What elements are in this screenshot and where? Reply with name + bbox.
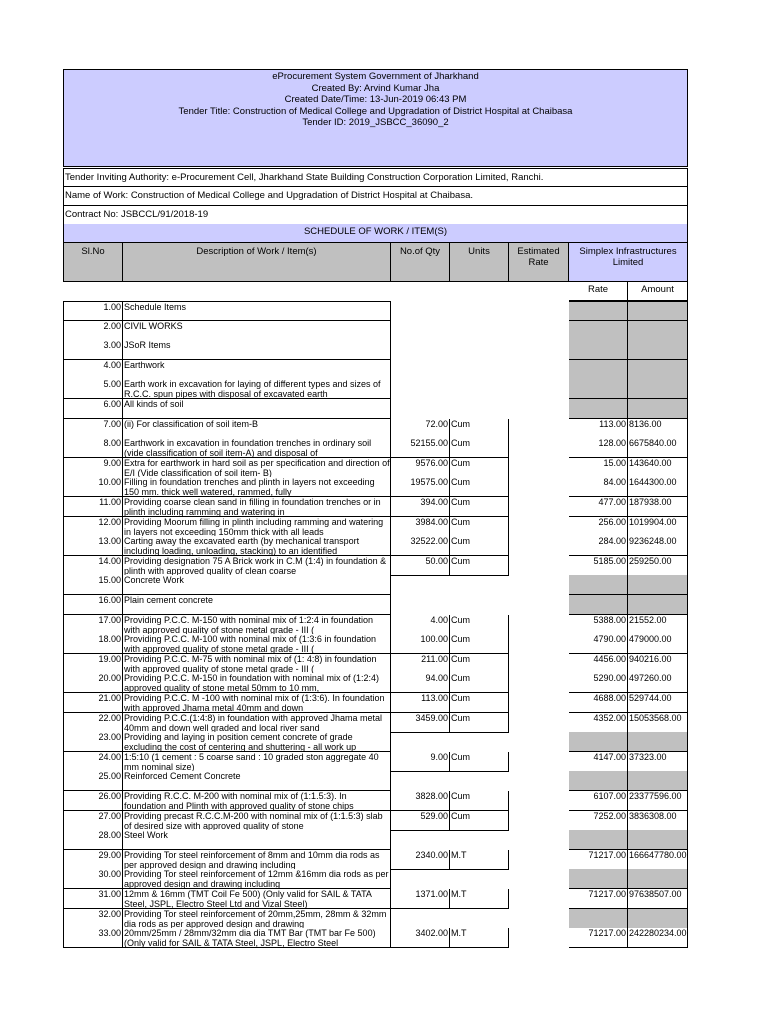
- cell-description: JSoR Items: [123, 340, 391, 360]
- cell-rate: [569, 301, 628, 321]
- cell-unit: M.T: [450, 928, 509, 948]
- cell-rate: 71217.00: [569, 850, 628, 870]
- cell-slno: 30.00: [63, 869, 123, 889]
- column-header-slno: Sl.No: [63, 242, 123, 282]
- cell-rate: 5388.00: [569, 615, 628, 635]
- cell-amount: 8136.00: [628, 419, 688, 439]
- cell-slno: 12.00: [63, 517, 123, 537]
- cell-slno: 18.00: [63, 634, 123, 654]
- cell-description: Providing P.C.C. M -100 with nominal mix of (1:3:6). In foundation with approved Jhama metal 40mm and down: [123, 693, 391, 713]
- cell-qty: 529.00: [391, 811, 450, 831]
- cell-qty: 211.00: [391, 654, 450, 674]
- name-of-work: Name of Work: Construction of Medical College and Upgradation of District Hospital at Chaibasa.: [63, 187, 688, 206]
- cell-rate: 6107.00: [569, 791, 628, 811]
- column-header-qty: No.of Qty: [391, 242, 450, 282]
- cell-rate: 71217.00: [569, 889, 628, 909]
- cell-rate: [569, 399, 628, 419]
- cell-amount: 1019904.00: [628, 517, 688, 537]
- cell-amount: 187938.00: [628, 497, 688, 517]
- cell-rate: [569, 909, 628, 929]
- cell-description: Providing Tor steel reinforcement of 12mm &16mm dia rods as per approved design and drawing including: [123, 869, 391, 889]
- cell-amount: [628, 360, 688, 380]
- cell-slno: 4.00: [63, 360, 123, 380]
- cell-rate: [569, 595, 628, 615]
- cell-slno: 24.00: [63, 752, 123, 772]
- cell-unit: Cum: [450, 556, 509, 576]
- cell-description: Concrete Work: [123, 575, 391, 595]
- header-line-tender-title: Tender Title: Construction of Medical College and Upgradation of District Hospital at Chaibasa: [178, 105, 573, 117]
- cell-rate: 71217.00: [569, 928, 628, 948]
- cell-qty: 52155.00: [391, 438, 450, 458]
- cell-description: 12mm & 16mm (TMT Coil Fe 500) (Only valid for SAIL & TATA Steel, JSPL, Electro Steel Ltd and Vizal Steel): [123, 889, 391, 909]
- header-line-system: eProcurement System Government of Jharkhand: [272, 71, 479, 82]
- cell-slno: 31.00: [63, 889, 123, 909]
- cell-description: 1:5:10 (1 cement : 5 coarse sand : 10 graded ston aggregate 40 mm nominal size): [123, 752, 391, 772]
- cell-unit: Cum: [450, 536, 509, 556]
- cell-unit: Cum: [450, 713, 509, 733]
- cell-amount: 37323.00: [628, 752, 688, 772]
- document-header: [63, 69, 688, 167]
- cell-amount: [628, 301, 688, 321]
- cell-amount: 3836308.00: [628, 811, 688, 831]
- cell-amount: [628, 771, 688, 791]
- cell-slno: 19.00: [63, 654, 123, 674]
- cell-description: Providing precast R.C.C.M-200 with nominal mix of (1:1.5:3) slab of desired size with approved quality of stone: [123, 811, 391, 831]
- cell-rate: 15.00: [569, 458, 628, 478]
- cell-slno: 29.00: [63, 850, 123, 870]
- cell-rate: 113.00: [569, 419, 628, 439]
- cell-qty: 4.00: [391, 615, 450, 635]
- cell-rate: 4147.00: [569, 752, 628, 772]
- cell-amount: [628, 732, 688, 752]
- cell-amount: 242280234.00: [628, 928, 688, 948]
- cell-slno: 33.00: [63, 928, 123, 948]
- cell-unit: M.T: [450, 850, 509, 870]
- cell-slno: 7.00: [63, 419, 123, 439]
- cell-rate: [569, 771, 628, 791]
- column-header-description: Description of Work / Item(s): [123, 242, 391, 282]
- cell-rate: [569, 379, 628, 399]
- cell-slno: 25.00: [63, 771, 123, 791]
- cell-description: Providing and laying in position cement concrete of grade excluding the cost of centering and shuttering - all work up: [123, 732, 391, 752]
- cell-amount: [628, 595, 688, 615]
- cell-rate: 4352.00: [569, 713, 628, 733]
- cell-description: Providing P.C.C. M-150 with nominal mix of 1:2:4 in foundation with approved quality of stone metal grade - III (: [123, 615, 391, 635]
- cell-amount: 479000.00: [628, 634, 688, 654]
- contract-number: Contract No: JSBCCL/91/2018-19: [63, 206, 688, 225]
- cell-amount: 259250.00: [628, 556, 688, 576]
- cell-description: Providing Moorum filling in plinth including ramming and watering in layers not exceeding 150mm thick with all leads: [123, 517, 391, 537]
- cell-amount: [628, 379, 688, 399]
- cell-description: Reinforced Cement Concrete: [123, 771, 391, 791]
- cell-rate: 7252.00: [569, 811, 628, 831]
- cell-description: Schedule Items: [123, 301, 391, 321]
- cell-slno: 2.00: [63, 321, 123, 341]
- cell-slno: 27.00: [63, 811, 123, 831]
- cell-amount: [628, 830, 688, 850]
- cell-rate: 4456.00: [569, 654, 628, 674]
- schedule-title: SCHEDULE OF WORK / ITEM(S): [63, 224, 688, 243]
- cell-amount: 9236248.00: [628, 536, 688, 556]
- cell-description: Earth work in excavation for laying of different types and sizes of R.C.C. spun pipes with disposal of excavated earth: [123, 379, 391, 399]
- cell-description: Earthwork in excavation in foundation trenches in ordinary soil (vide classification of soil item-A) and disposal of: [123, 438, 391, 458]
- cell-unit: Cum: [450, 752, 509, 772]
- cell-amount: 143640.00: [628, 458, 688, 478]
- cell-rate: 4790.00: [569, 634, 628, 654]
- cell-amount: 23377596.00: [628, 791, 688, 811]
- cell-slno: 26.00: [63, 791, 123, 811]
- cell-qty: 3984.00: [391, 517, 450, 537]
- cell-description: Providing coarse clean sand in filling in foundation trenches or in plinth including ramming and watering in: [123, 497, 391, 517]
- cell-description: Carting away the excavated earth (by mechanical transport including loading, unloading, stacking) to an identified: [123, 536, 391, 556]
- cell-rate: [569, 869, 628, 889]
- cell-amount: 15053568.00: [628, 713, 688, 733]
- cell-qty: 100.00: [391, 634, 450, 654]
- cell-qty: 1371.00: [391, 889, 450, 909]
- cell-description: Providing P.C.C. M-150 in foundation with nominal mix of (1:2:4) approved quality of stone metal 50mm to 10 mm,: [123, 673, 391, 693]
- cell-qty: 94.00: [391, 673, 450, 693]
- cell-slno: 10.00: [63, 477, 123, 497]
- cell-rate: [569, 321, 628, 341]
- cell-rate: 84.00: [569, 477, 628, 497]
- cell-slno: 21.00: [63, 693, 123, 713]
- cell-rate: 284.00: [569, 536, 628, 556]
- cell-slno: 15.00: [63, 575, 123, 595]
- cell-slno: 20.00: [63, 673, 123, 693]
- cell-rate: 477.00: [569, 497, 628, 517]
- cell-amount: 529744.00: [628, 693, 688, 713]
- cell-amount: 497260.00: [628, 673, 688, 693]
- cell-rate: [569, 360, 628, 380]
- cell-slno: 13.00: [63, 536, 123, 556]
- cell-rate: [569, 340, 628, 360]
- cell-slno: 14.00: [63, 556, 123, 576]
- cell-unit: Cum: [450, 458, 509, 478]
- column-header-amount: Amount: [628, 282, 688, 301]
- cell-rate: 5290.00: [569, 673, 628, 693]
- cell-amount: [628, 321, 688, 341]
- cell-unit: Cum: [450, 634, 509, 654]
- cell-unit: Cum: [450, 497, 509, 517]
- cell-amount: [628, 399, 688, 419]
- cell-slno: 23.00: [63, 732, 123, 752]
- cell-unit: Cum: [450, 811, 509, 831]
- cell-slno: 11.00: [63, 497, 123, 517]
- cell-slno: 22.00: [63, 713, 123, 733]
- cell-amount: 166647780.00: [628, 850, 688, 870]
- cell-qty: 50.00: [391, 556, 450, 576]
- cell-qty: 19575.00: [391, 477, 450, 497]
- cell-qty: 32522.00: [391, 536, 450, 556]
- cell-amount: 21552.00: [628, 615, 688, 635]
- cell-unit: Cum: [450, 693, 509, 713]
- cell-rate: 5185.00: [569, 556, 628, 576]
- cell-unit: Cum: [450, 615, 509, 635]
- cell-description: Providing Tor steel reinforcement of 8mm and 10mm dia rods as per approved design and drawing including: [123, 850, 391, 870]
- cell-description: Earthwork: [123, 360, 391, 380]
- cell-slno: 28.00: [63, 830, 123, 850]
- cell-amount: [628, 909, 688, 929]
- cell-qty: 2340.00: [391, 850, 450, 870]
- tender-authority: Tender Inviting Authority: e-Procurement Cell, Jharkhand State Building Construction Corporation Limited, Ranchi.: [63, 168, 688, 187]
- cell-amount: 940216.00: [628, 654, 688, 674]
- cell-rate: [569, 575, 628, 595]
- cell-slno: 17.00: [63, 615, 123, 635]
- cell-slno: 6.00: [63, 399, 123, 419]
- cell-rate: [569, 830, 628, 850]
- cell-qty: 3402.00: [391, 928, 450, 948]
- cell-rate: 4688.00: [569, 693, 628, 713]
- header-line-created-by: Created By: Arvind Kumar Jha: [311, 82, 440, 94]
- cell-qty: 3459.00: [391, 713, 450, 733]
- cell-qty: 9576.00: [391, 458, 450, 478]
- column-header-rate: Rate: [569, 282, 628, 301]
- column-header-units: Units: [450, 242, 509, 282]
- cell-slno: 5.00: [63, 379, 123, 399]
- cell-description: CIVIL WORKS: [123, 321, 391, 341]
- cell-unit: Cum: [450, 438, 509, 458]
- cell-amount: [628, 575, 688, 595]
- cell-description: Providing P.C.C.(1:4:8) in foundation with approved Jhama metal 40mm and down well graded and local river sand: [123, 713, 391, 733]
- cell-description: Plain cement concrete: [123, 595, 391, 615]
- cell-unit: Cum: [450, 654, 509, 674]
- cell-amount: 6675840.00: [628, 438, 688, 458]
- column-header-estimated-rate: Estimated Rate: [509, 242, 569, 282]
- cell-unit: Cum: [450, 419, 509, 439]
- cell-unit: Cum: [450, 673, 509, 693]
- cell-amount: [628, 340, 688, 360]
- cell-qty: 394.00: [391, 497, 450, 517]
- cell-description: Filling in foundation trenches and plinth in layers not exceeding 150 mm. thick well watered, rammed, fully: [123, 477, 391, 497]
- cell-amount: 97638507.00: [628, 889, 688, 909]
- cell-qty: 72.00: [391, 419, 450, 439]
- cell-slno: 32.00: [63, 909, 123, 929]
- cell-description: Providing P.C.C. M-100 with nominal mix of (1:3:6 in foundation with approved quality of stone metal grade - III (: [123, 634, 391, 654]
- cell-description: All kinds of soil: [123, 399, 391, 419]
- cell-slno: 8.00: [63, 438, 123, 458]
- column-header-bidder: Simplex Infrastructures Limited: [569, 242, 688, 282]
- cell-description: Steel Work: [123, 830, 391, 850]
- cell-unit: M.T: [450, 889, 509, 909]
- cell-rate: [569, 732, 628, 752]
- cell-amount: [628, 869, 688, 889]
- cell-description: Providing designation 75 A Brick work in C.M (1:4) in foundation & plinth with approved quality of clean coarse: [123, 556, 391, 576]
- header-line-tender-id: Tender ID: 2019_JSBCC_36090_2: [302, 117, 449, 128]
- cell-rate: 128.00: [569, 438, 628, 458]
- cell-unit: Cum: [450, 791, 509, 811]
- cell-description: (ii) For classification of soil item-B: [123, 419, 391, 439]
- header-line-created-date: Created Date/Time: 13-Jun-2019 06:43 PM: [284, 94, 467, 105]
- cell-qty: 113.00: [391, 693, 450, 713]
- cell-slno: 9.00: [63, 458, 123, 478]
- cell-unit: Cum: [450, 517, 509, 537]
- cell-slno: 1.00: [63, 301, 123, 321]
- cell-description: Providing Tor steel reinforcement of 20mm,25mm, 28mm & 32mm dia rods as per approved design and drawing: [123, 909, 391, 929]
- cell-unit: Cum: [450, 477, 509, 497]
- cell-qty: 9.00: [391, 752, 450, 772]
- cell-rate: 256.00: [569, 517, 628, 537]
- cell-description: Providing P.C.C. M-75 with nominal mix of (1: 4:8) in foundation with approved quality of stone metal grade - III (: [123, 654, 391, 674]
- cell-slno: 3.00: [63, 340, 123, 360]
- cell-slno: 16.00: [63, 595, 123, 615]
- cell-description: Providing R.C.C. M-200 with nominal mix of (1:1.5:3). In foundation and Plinth with approved quality of stone chips: [123, 791, 391, 811]
- cell-qty: 3828.00: [391, 791, 450, 811]
- cell-amount: 1644300.00: [628, 477, 688, 497]
- cell-description: 20mm/25mm / 28mm/32mm dia dia TMT Bar (TMT bar Fe 500) (Only valid for SAIL & TATA Steel, JSPL, Electro Steel: [123, 928, 391, 948]
- cell-description: Extra for earthwork in hard soil as per specification and direction of E/I (Vide classification of soil item- B): [124, 457, 390, 478]
